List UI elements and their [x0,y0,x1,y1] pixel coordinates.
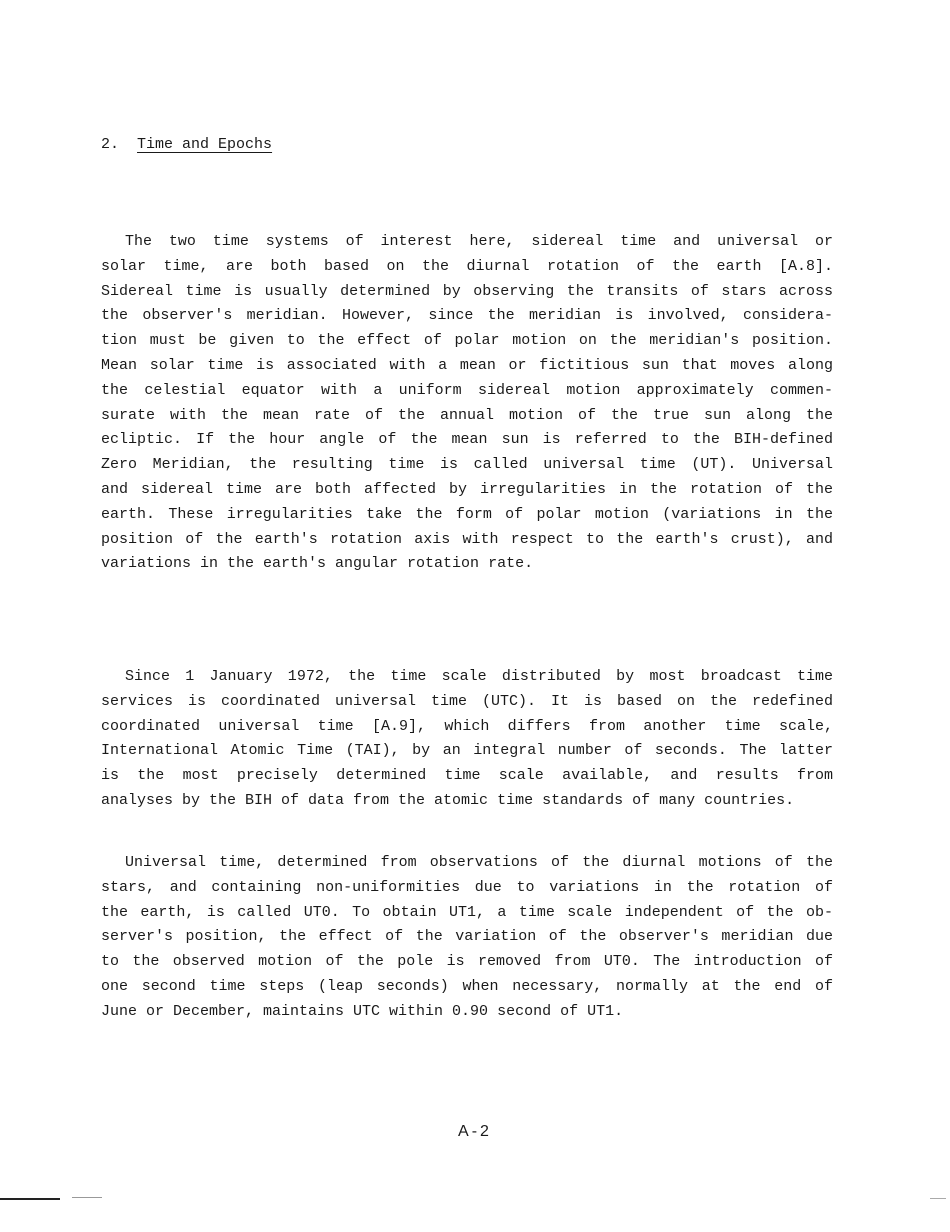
text-line: ecliptic. If the hour angle of the mean sun is referred to the BIH-defined [101,431,833,449]
text-line: Since 1 January 1972, the time scale distributed by most broadcast time [125,668,833,685]
section-number: 2. [101,136,120,153]
text-line: solar time, are both based on the diurnal rotation of the earth [A.8]. [101,257,833,275]
paragraph-1 [101,230,833,577]
text-line: Universal time, determined from observations of the diurnal motions of the [125,854,833,871]
text-line: The two time systems of interest here, sidereal time and universal or [125,233,833,250]
scan-edge-mark [930,1198,946,1199]
text-line: analyses by the BIH of data from the atomic time standards of many countries. [101,791,795,809]
scan-edge-mark [72,1197,102,1198]
text-line: position of the earth's rotation axis with respect to the earth's crust), and [101,530,833,548]
scan-edge-mark [0,1198,60,1200]
text-line: International Atomic Time (TAI), by an integral number of seconds. The latter [101,742,833,760]
text-line: server's position, the effect of the variation of the observer's meridian due [101,928,833,946]
text-line: coordinated universal time [A.9], which differs from another time scale, [101,717,833,735]
text-line: the celestial equator with a uniform sidereal motion approximately commen- [101,381,833,399]
text-line: and sidereal time are both affected by irregularities in the rotation of the [101,480,833,498]
text-line: one second time steps (leap seconds) when necessary, normally at the end of [101,977,833,995]
text-line: services is coordinated universal time (UTC). It is based on the redefined [101,692,833,710]
paragraph-2 [101,665,833,814]
text-line: is the most precisely determined time scale available, and results from [101,767,833,785]
text-line: surate with the mean rate of the annual motion of the true sun along the [101,406,833,424]
text-line: earth. These irregularities take the form of polar motion (variations in the [101,505,833,523]
text-line: the observer's meridian. However, since the meridian is involved, considera- [101,307,833,325]
section-title: Time and Epochs [137,136,273,153]
text-line: tion must be given to the effect of polar motion on the meridian's position. [101,332,833,350]
text-line: to the observed motion of the pole is removed from UT0. The introduction of [101,953,833,971]
text-line: June or December, maintains UTC within 0.90 second of UT1. [101,1002,624,1020]
text-line: Sidereal time is usually determined by observing the transits of stars across [101,282,833,300]
text-line: Mean solar time is associated with a mean or fictitious sun that moves along [101,356,833,374]
page-number: A-2 [458,1123,492,1140]
text-line: Zero Meridian, the resulting time is called universal time (UT). Universal [101,456,833,474]
text-line: the earth, is called UT0. To obtain UT1, a time scale independent of the ob- [101,903,833,921]
text-line: stars, and containing non-uniformities due to variations in the rotation of [101,878,833,896]
text-line: variations in the earth's angular rotation rate. [101,555,534,573]
section-heading [101,135,272,155]
paragraph-3 [101,851,833,1025]
